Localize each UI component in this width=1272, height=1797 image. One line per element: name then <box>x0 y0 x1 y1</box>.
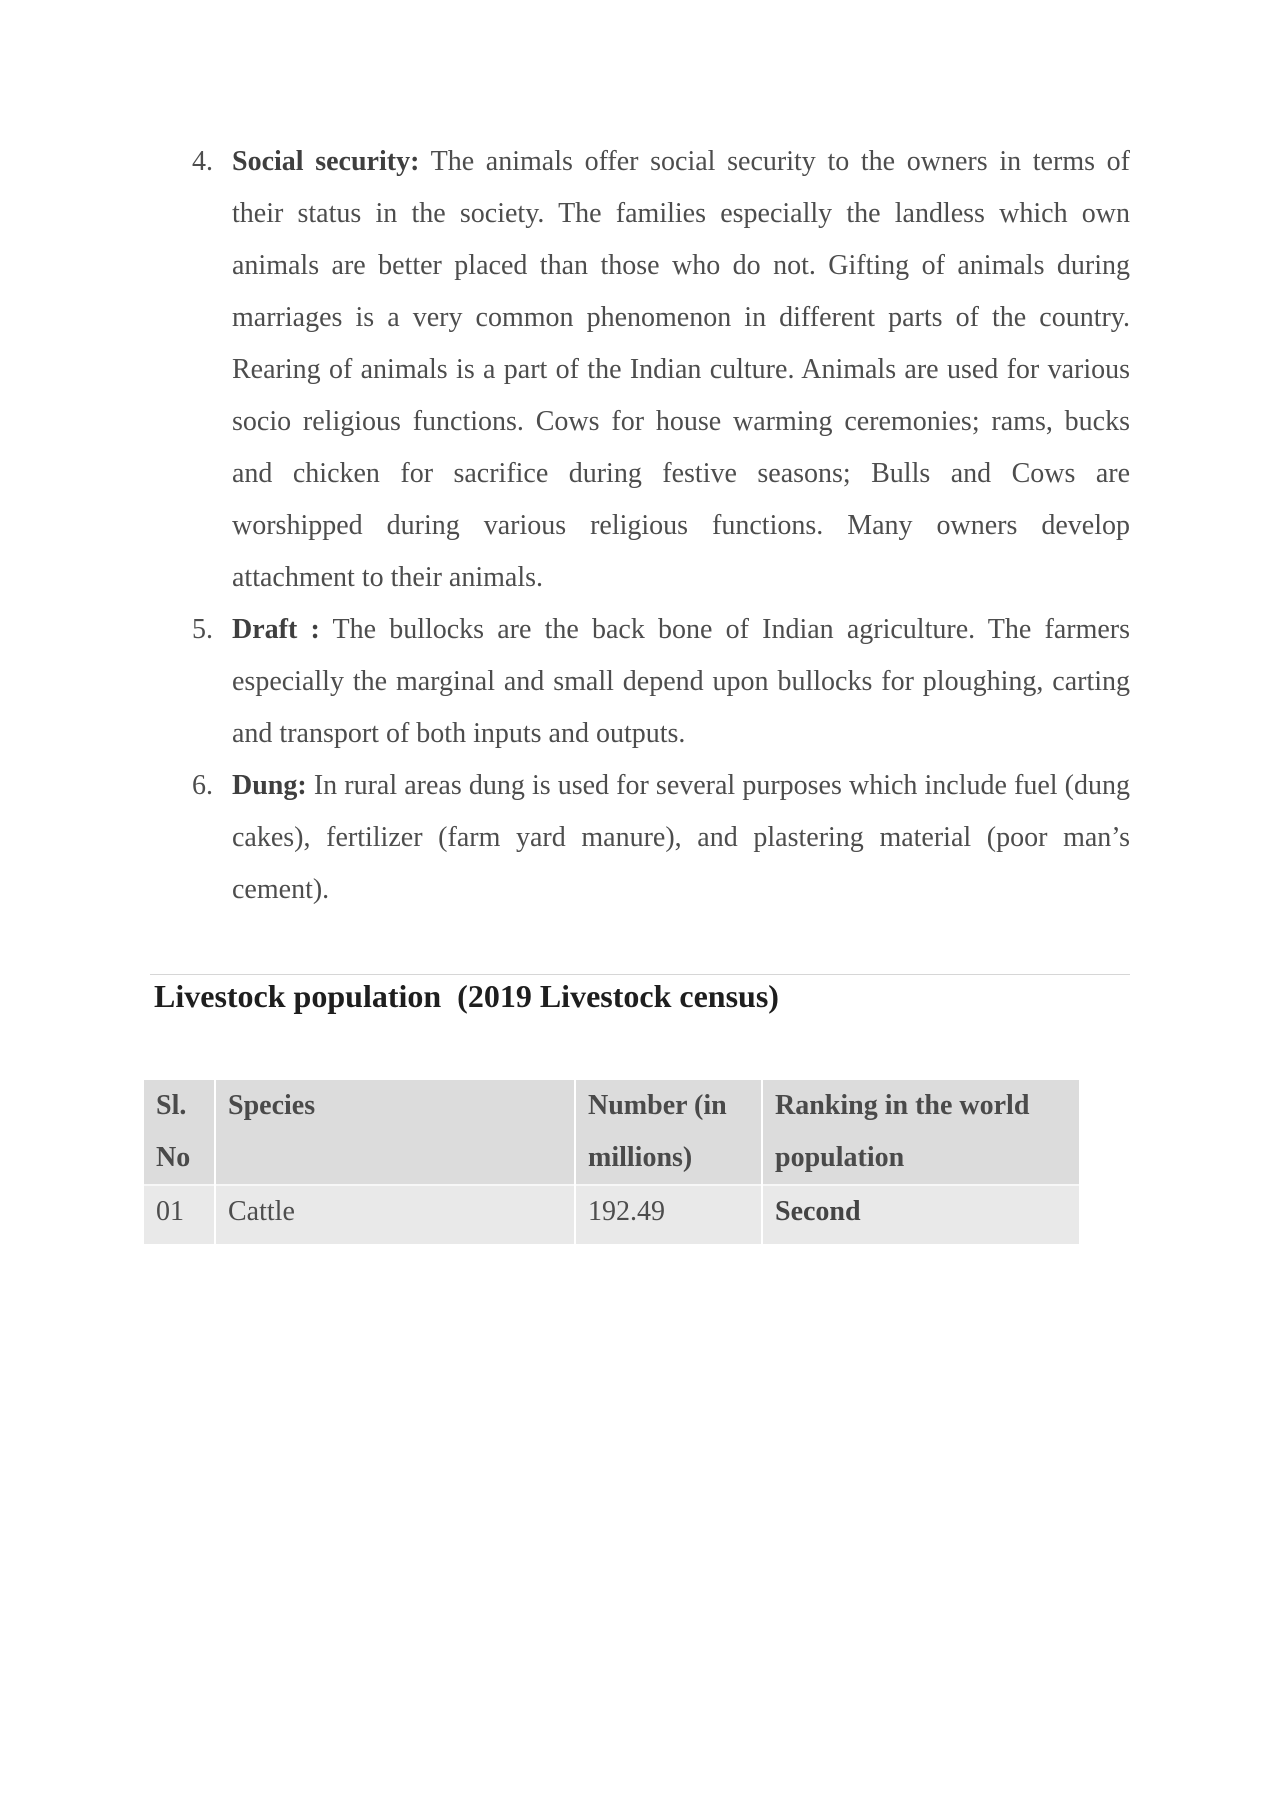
table-header-row <box>144 1080 1079 1185</box>
list-number: 4. <box>192 146 213 177</box>
livestock-census-table <box>144 1080 1079 1244</box>
list-item-heading: Draft : <box>232 614 320 645</box>
cell-sl-no: 01 <box>156 1196 184 1227</box>
cell-species: Cattle <box>215 1185 575 1244</box>
list-item-dung <box>186 760 1130 916</box>
header-number: Number (in millions) <box>575 1080 762 1185</box>
list-item-draft <box>186 604 1130 760</box>
header-sl-no: Sl. No <box>156 1090 191 1173</box>
list-item-text: The animals offer social security to the owners in terms of their status in the society. The families especially the landless which own animals are better placed than those who do not. Gifting of animals during marriages is a very common phenomenon in different parts of the country. Rearing of animals is a part of the Indian culture. Animals are used for various socio religious functions. Cows for house warming ceremonies; rams, bucks and chicken for sacrifice during festive seasons; Bulls and Cows are worshipped during various religious functions. Many owners develop attachment to their animals. <box>232 146 1130 593</box>
header-ranking: Ranking in the world population <box>762 1080 1079 1185</box>
header-species: Species <box>215 1080 575 1185</box>
cell-ranking: Second <box>762 1185 1079 1244</box>
list-item-heading: Dung: <box>232 770 307 801</box>
section-title: Livestock population (2019 Livestock census) <box>154 978 779 1014</box>
table-row <box>144 1185 1079 1244</box>
list-item-heading: Social security: <box>232 146 420 177</box>
cell-number: 192.49 <box>575 1185 762 1244</box>
list-item-social-security <box>186 136 1130 604</box>
list-item-text: In rural areas dung is used for several purposes which include fuel (dung cakes), fertilizer (farm yard manure), and plastering material (poor man’s cement). <box>232 770 1130 905</box>
list-item-text: The bullocks are the back bone of Indian agriculture. The farmers especially the marginal and small depend upon bullocks for ploughing, carting and transport of both inputs and outputs. <box>232 614 1131 749</box>
list-number: 5. <box>192 614 213 645</box>
livestock-uses-list <box>186 136 1130 916</box>
list-number: 6. <box>192 770 213 801</box>
